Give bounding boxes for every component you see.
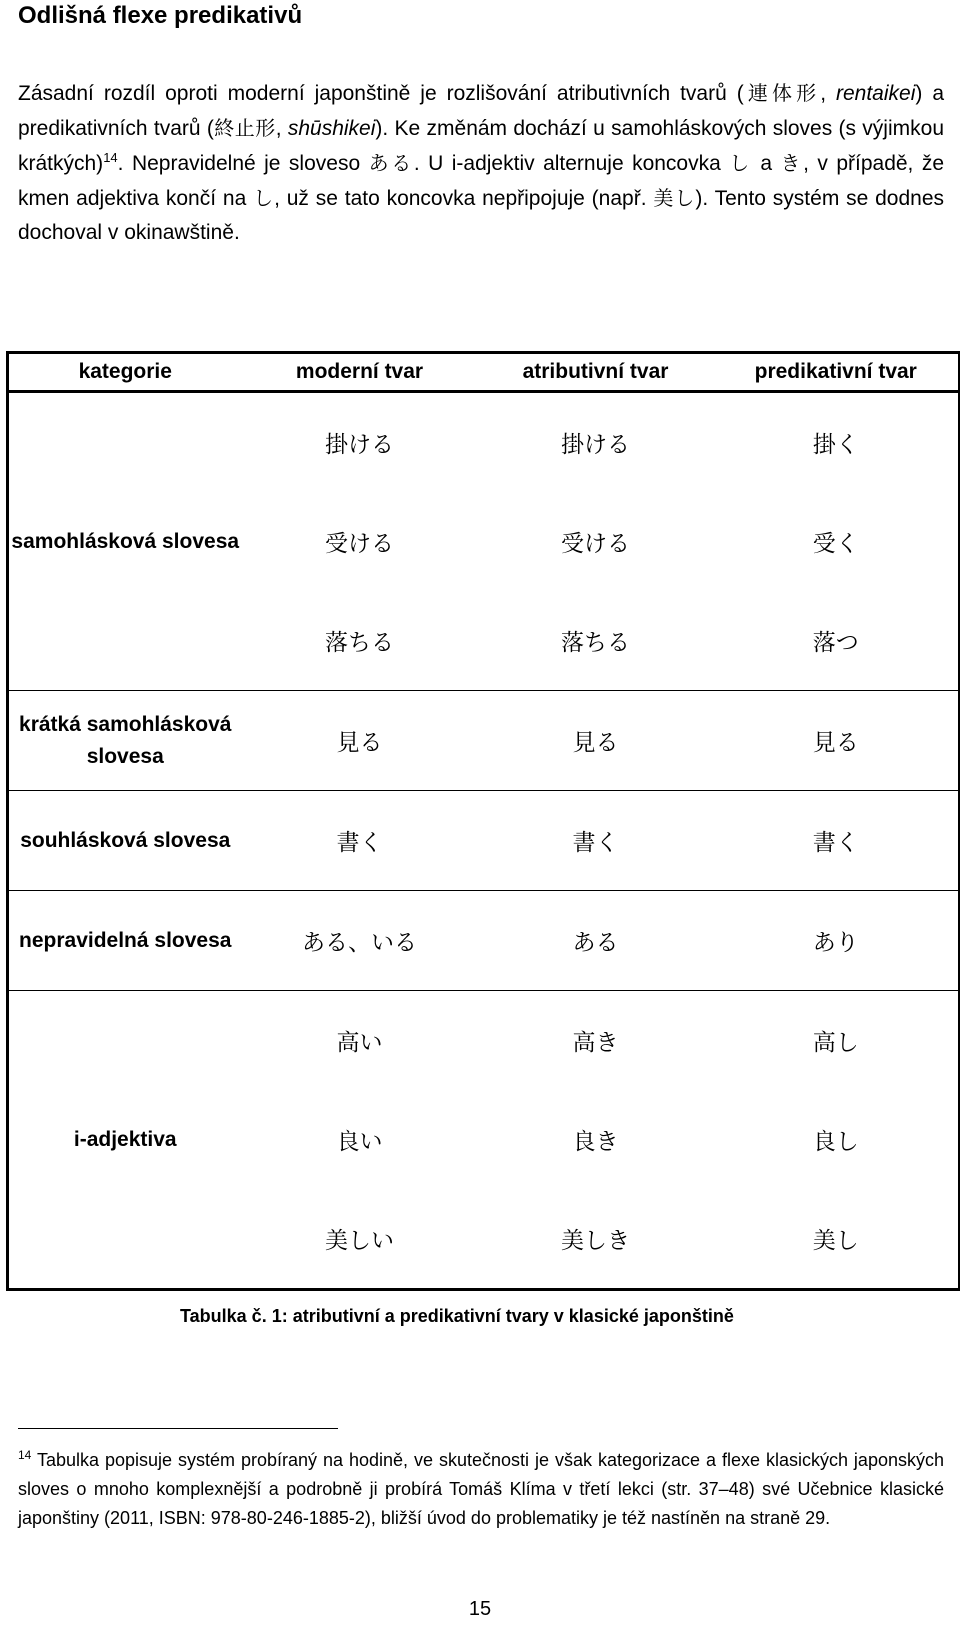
intro-paragraph: Zásadní rozdíl oproti moderní japonštině je rozlišování atributivních tvarů (連体形, rentaikei) a predikativních tvarů (終止形, shūshikei). Ke změnám dochází u samohláskových sloves (s výjimkou krátkých)$^{14}$. Nepravidelné je sloveso ある. U i-adjektiv alternuje koncovka し a き, v případě, že kmen adjektiva končí na し, už se tato koncovka nepřipojuje (např. 美し). Tento systém se dodnes dochoval v okinawštině.: [18, 81, 945, 244]
category-cell: i-adjektiva: [8, 991, 242, 1290]
predicative-form-cell: 良し: [714, 1090, 960, 1189]
attributive-form-cell: 高き: [572, 1030, 619, 1056]
table-row: [8, 891, 960, 991]
modern-form-cell: 書く: [242, 791, 478, 891]
predicative-form-cell: 落つ: [714, 591, 960, 691]
attributive-form-cell: ある: [478, 891, 714, 991]
predicative-form-cell: 書く: [714, 791, 960, 891]
verb-forms-table: [6, 351, 960, 1291]
predicative-form-cell: 高し: [714, 991, 960, 1091]
footnote-separator: [18, 1428, 338, 1429]
category-cell: souhlásková slovesa: [8, 791, 242, 891]
modern-form-cell: 掛ける: [325, 432, 394, 458]
category-cell: samohlásková slovesa: [8, 392, 242, 691]
modern-form-cell: ある、いる: [242, 891, 478, 991]
footnote-text: Tabulka popisuje systém probíraný na hodině, ve skutečnosti je však kategorizace a flexe klasických japonských sloves o mnoho komplexnější a podrobně ji probírá Tomáš Klíma v třetí lekci (str. 37–48) své Učebnice klasické japonštiny (2011, ISBN: 978-80-246-1885-2), bližší úvod do problematiky je též nastíněn na straně 29.: [18, 1450, 944, 1528]
header-category: kategorie: [8, 353, 242, 392]
category-cell: nepravidelná slovesa: [8, 891, 242, 991]
page-number: 15: [468, 1598, 492, 1620]
header-modern-form: moderní tvar: [242, 353, 478, 392]
attributive-form-cell: 美しき: [478, 1189, 714, 1290]
table-row: [8, 691, 960, 791]
jp-term-rentaikei: 連体形: [743, 81, 821, 105]
modern-form-cell: 受ける: [325, 531, 394, 557]
footnote-number: 14: [18, 1448, 32, 1462]
predicative-form-cell: 受く: [714, 492, 960, 591]
modern-form-cell: 見る: [242, 691, 478, 791]
section-heading: Odlišná flexe predikativů: [18, 2, 303, 29]
table-header-row: [8, 353, 960, 392]
predicative-form-cell: 見る: [714, 691, 960, 791]
predicative-form-cell: 掛く: [714, 392, 960, 493]
header-attributive-form: atributivní tvar: [478, 353, 714, 392]
table-row: [8, 791, 960, 891]
predicative-form-cell: 美し: [714, 1189, 960, 1290]
modern-form-cell: 高い: [336, 1030, 383, 1056]
modern-form-cell: 良い: [336, 1129, 383, 1155]
predicative-form-cell: あり: [714, 891, 960, 991]
attributive-form-cell: 見る: [478, 691, 714, 791]
header-predicative-form: predikativní tvar: [714, 353, 960, 392]
attributive-form-cell: 受ける: [561, 531, 630, 557]
jp-term-shushikei: 終止形: [213, 116, 276, 140]
table-row: [8, 392, 960, 493]
attributive-form-cell: 掛ける: [561, 432, 630, 458]
attributive-form-cell: 書く: [478, 791, 714, 891]
modern-form-cell: 落ちる: [242, 591, 478, 691]
footnote-reference: 14: [103, 150, 118, 165]
table-row: [8, 991, 960, 1091]
table-caption: Tabulka č. 1: atributivní a predikativní tvary v klasické japonštině: [180, 1306, 734, 1326]
footnote: [18, 1446, 944, 1533]
modern-form-cell: 美しい: [242, 1189, 478, 1290]
attributive-form-cell: 落ちる: [478, 591, 714, 691]
category-cell: krátká samohlásková slovesa: [8, 691, 242, 791]
attributive-form-cell: 良き: [572, 1129, 619, 1155]
